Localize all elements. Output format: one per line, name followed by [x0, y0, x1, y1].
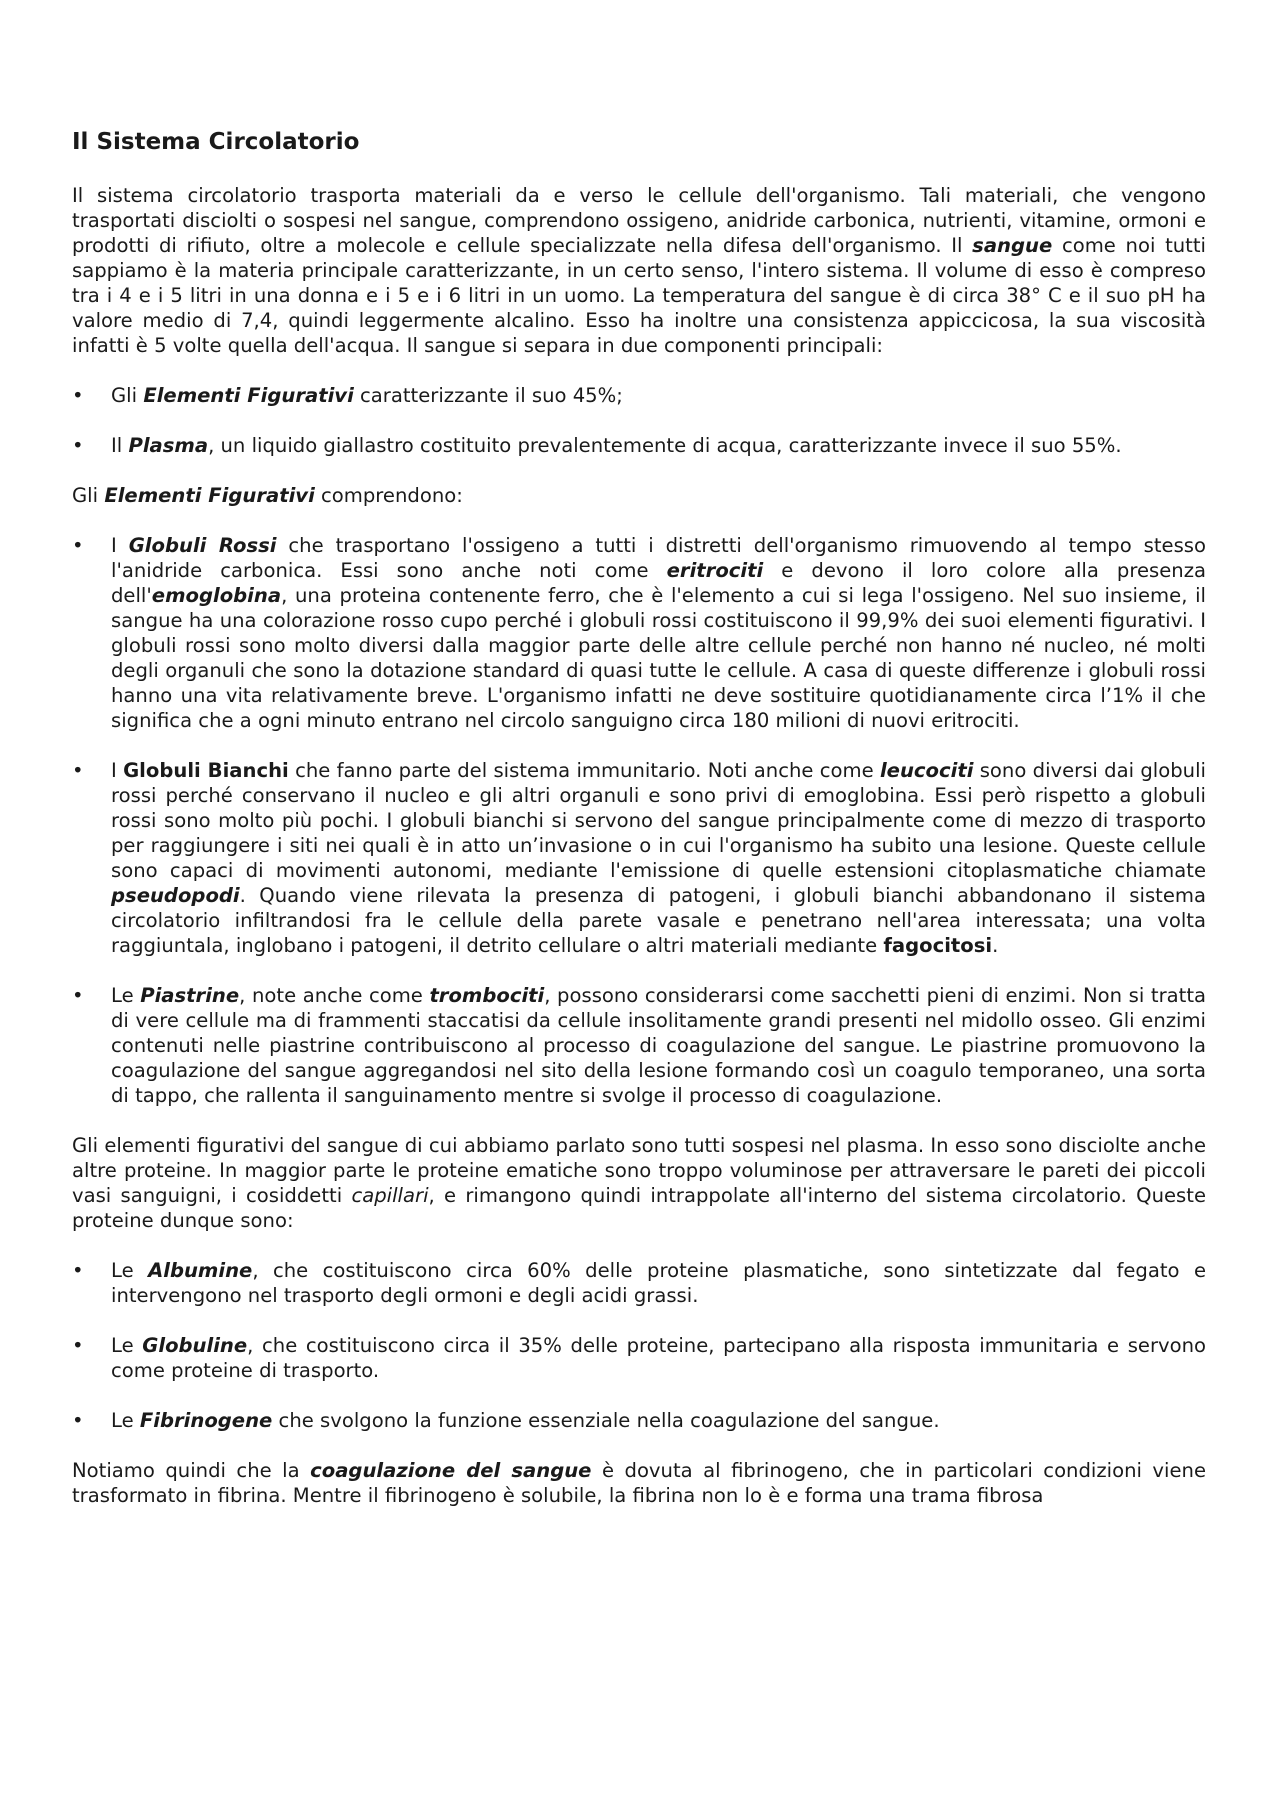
bullet-icon: • [72, 984, 84, 1007]
bullet-icon: • [72, 534, 84, 557]
proteins-list [72, 1258, 1206, 1433]
page-title: Il Sistema Circolatorio [72, 129, 360, 155]
elements-list [72, 533, 1206, 1108]
list-item: • Il Plasma, un liquido giallastro costituito prevalentemente di acqua, caratterizzante invece il suo 55%. [72, 434, 1122, 457]
list-item-white-cells: • I Globuli Bianchi che fanno parte del sistema immunitario. Noti anche come leucociti sono diversi dai globuli rossi perché conservano il nucleo e gli altri organuli e sono privi di emoglobina. Essi però rispetto a globuli rossi sono molto più pochi. I globuli bianchi si servono del sangue principalmente come di mezzo di trasporto per raggiungere i siti nei quali è in atto un’invasione o in cui l'organismo ha subito una lesione. Queste cellule sono capaci di movimenti autonomi, mediante l'emissione di quelle estensioni citoplasmatiche chiamate pseudopodi. Quando viene rilevata la presenza di patogeni, i globuli bianchi abbandonano il sistema circolatorio infiltrandosi fra le cellule della parete vasale e penetrano nell'area interessata; una volta raggiuntala, inglobano i patogeni, il detrito cellulare o altri materiali mediante fagocitosi. [72, 759, 1206, 957]
elements-intro-paragraph: Gli Elementi Figurativi comprendono: [72, 484, 463, 507]
list-item-globuline: • Le Globuline, che costituiscono circa il 35% delle proteine, partecipano alla risposta immunitaria e servono come proteine di trasporto. [72, 1334, 1206, 1382]
intro-paragraph: Il sistema circolatorio trasporta materiali da e verso le cellule dell'organismo. Tali materiali, che vengono trasportati disciolti o sospesi nel sangue, comprendono ossigeno, anidride carbonica, nutrienti, vitamine, ormoni e prodotti di rifiuto, oltre a molecole e cellule specializzate nella difesa dell'organismo. Il sangue come noi tutti sappiamo è la materia principale caratterizzante, in un certo senso, l'intero sistema. Il volume di esso è compreso tra i 4 e i 5 litri in una donna e i 5 e i 6 litri in un uomo. La temperatura del sangue è di circa 38° C e il suo pH ha valore medio di 7,4, quindi leggermente alcalino. Esso ha inoltre una consistenza appiccicosa, la sua viscosità infatti è 5 volte quella dell'acqua. Il sangue si separa in due componenti principali: [72, 184, 1206, 357]
term-sangue: sangue [972, 234, 1053, 257]
list-item-albumine: • Le Albumine, che costituiscono circa 60% delle proteine plasmatiche, sono sintetizzate dal fegato e intervengono nel trasporto degli ormoni e degli acidi grassi. [72, 1259, 1206, 1307]
bullet-icon: • [72, 1334, 84, 1357]
closing-paragraph: Notiamo quindi che la coagulazione del sangue è dovuta al fibrinogeno, che in particolari condizioni viene trasformato in fibrina. Mentre il fibrinogeno è solubile, la fibrina non lo è e forma una trama fibrosa [72, 1459, 1207, 1507]
bullet-icon: • [72, 759, 84, 782]
bullet-icon: • [72, 384, 84, 407]
plasma-paragraph: Gli elementi figurativi del sangue di cui abbiamo parlato sono tutti sospesi nel plasma. In esso sono disciolte anche altre proteine. In maggior parte le proteine ematiche sono troppo voluminose per attraversare le pareti dei piccoli vasi sanguigni, i cosiddetti capillari, e rimangono quindi intrappolate all'interno del sistema circolatorio. Queste proteine dunque sono: [72, 1134, 1206, 1232]
list-item-red-cells: • I Globuli Rossi che trasportano l'ossigeno a tutti i distretti dell'organismo rimuovendo al tempo stesso l'anidride carbonica. Essi sono anche noti come eritrociti e devono il loro colore alla presenza dell'emoglobina, una proteina contenente ferro, che è l'elemento a cui si lega l'ossigeno. Nel suo insieme, il sangue ha una colorazione rosso cupo perché i globuli rossi costituiscono il 99,9% dei suoi elementi figurativi. I globuli rossi sono molto diversi dalla maggior parte delle altre cellule perché non hanno né nucleo, né molti degli organuli che sono la dotazione standard di quasi tutte le cellule. A casa di queste differenze i globuli rossi hanno una vita relativamente breve. L'organismo infatti ne deve sostituire quotidianamente circa l’1% il che significa che a ogni minuto entrano nel circolo sanguigno circa 180 milioni di nuovi eritrociti. [72, 534, 1206, 732]
components-list [72, 383, 1206, 458]
bullet-icon: • [72, 434, 84, 457]
list-item-platelets: • Le Piastrine, note anche come trombociti, possono considerarsi come sacchetti pieni di enzimi. Non si tratta di vere cellule ma di frammenti staccatisi da cellule insolitamente grandi presenti nel midollo osseo. Gli enzimi contenuti nelle piastrine contribuiscono al processo di coagulazione del sangue. Le piastrine promuovono la coagulazione del sangue aggregandosi nel sito della lesione formando così un coagulo temporaneo, una sorta di tappo, che rallenta il sanguinamento mentre si svolge il processo di coagulazione. [72, 984, 1207, 1107]
bullet-icon: • [72, 1409, 84, 1432]
list-item: • Gli Elementi Figurativi caratterizzante il suo 45%; [72, 384, 623, 407]
document-body [72, 127, 1206, 1508]
bullet-icon: • [72, 1259, 84, 1282]
list-item-fibrinogene: • Le Fibrinogene che svolgono la funzione essenziale nella coagulazione del sangue. [72, 1409, 940, 1432]
